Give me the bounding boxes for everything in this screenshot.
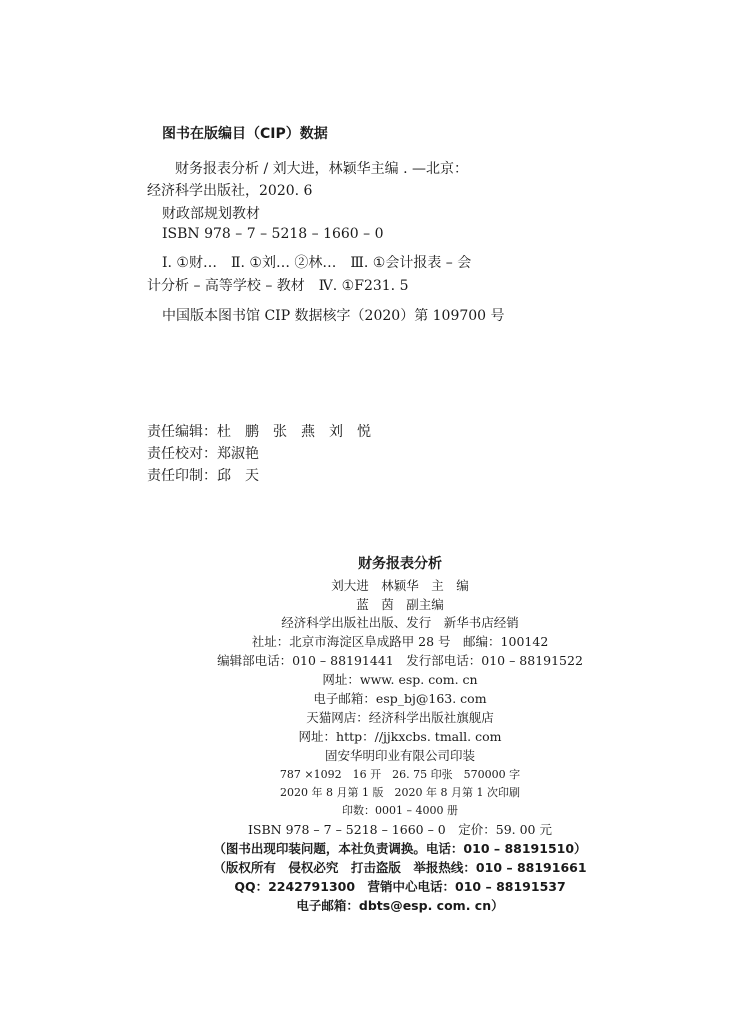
staff-label: 责任编辑： bbox=[147, 424, 217, 440]
staff-label: 责任校对： bbox=[147, 446, 217, 462]
colophon-line: 经济科学出版社出版、发行 新华书店经销 bbox=[281, 615, 519, 630]
cip-isbn: ISBN 978 – 7 – 5218 – 1660 – 0 bbox=[162, 226, 384, 242]
colophon-line: 电子邮箱：esp_bj@163. com bbox=[313, 691, 487, 706]
colophon-isbn-price: ISBN 978 – 7 – 5218 – 1660 – 0 定价：59. 00 元 bbox=[247, 822, 552, 837]
colophon-line: （图书出现印装问题，本社负责调换。电话：010 – 88191510） bbox=[213, 841, 587, 856]
staff-editor bbox=[147, 421, 371, 441]
colophon-line: 2020 年 8 月第 1 版 2020 年 8 月第 1 次印刷 bbox=[280, 786, 520, 799]
colophon-line: 刘大进 林颖华 主 编 bbox=[331, 578, 469, 593]
colophon-title: 财务报表分析 bbox=[358, 556, 442, 572]
colophon-line: 网址：www. esp. com. cn bbox=[322, 672, 478, 687]
cip-line: 经济科学出版社，2020. 6 bbox=[147, 183, 313, 199]
cip-line: 财政部规划教材 bbox=[162, 206, 260, 222]
colophon-line: QQ：2242791300 营销中心电话：010 – 88191537 bbox=[234, 879, 566, 894]
cip-classification: Ⅰ. ①财… Ⅱ. ①刘… ②林… Ⅲ. ①会计报表 – 会 bbox=[162, 255, 472, 271]
staff-label: 责任印制： bbox=[147, 468, 217, 484]
staff-value: 杜 鹏 张 燕 刘 悦 bbox=[217, 424, 371, 440]
colophon-line: 印数：0001 – 4000 册 bbox=[342, 804, 458, 817]
cip-classification: 计分析 – 高等学校 – 教材 Ⅳ. ①F231. 5 bbox=[147, 278, 409, 294]
staff-printing bbox=[147, 465, 259, 485]
colophon-line: 蓝 茵 副主编 bbox=[356, 597, 444, 612]
colophon-line: 天猫网店：经济科学出版社旗舰店 bbox=[306, 710, 494, 725]
cip-number: 中国版本图书馆 CIP 数据核字（2020）第 109700 号 bbox=[162, 308, 505, 324]
staff-value: 邱 天 bbox=[217, 468, 259, 484]
colophon-line: 固安华明印业有限公司印装 bbox=[324, 748, 475, 763]
colophon-line: 787 ×1092 16 开 26. 75 印张 570000 字 bbox=[279, 768, 521, 781]
colophon-line: 电子邮箱：dbts@esp. com. cn） bbox=[296, 898, 504, 913]
staff-proofreader bbox=[147, 443, 259, 463]
cip-heading: 图书在版编目（CIP）数据 bbox=[162, 126, 328, 142]
colophon-line: （版权所有 侵权必究 打击盗版 举报热线：010 – 88191661 bbox=[213, 860, 587, 875]
staff-value: 郑淑艳 bbox=[217, 446, 259, 462]
colophon-line: 网址：http：//jjkxcbs. tmall. com bbox=[298, 729, 502, 744]
colophon-line: 社址：北京市海淀区阜成路甲 28 号 邮编：100142 bbox=[251, 634, 549, 649]
colophon-line: 编辑部电话：010 – 88191441 发行部电话：010 – 88191522 bbox=[217, 653, 583, 668]
cip-line: 财务报表分析 / 刘大进，林颖华主编 . —北京： bbox=[175, 161, 468, 177]
